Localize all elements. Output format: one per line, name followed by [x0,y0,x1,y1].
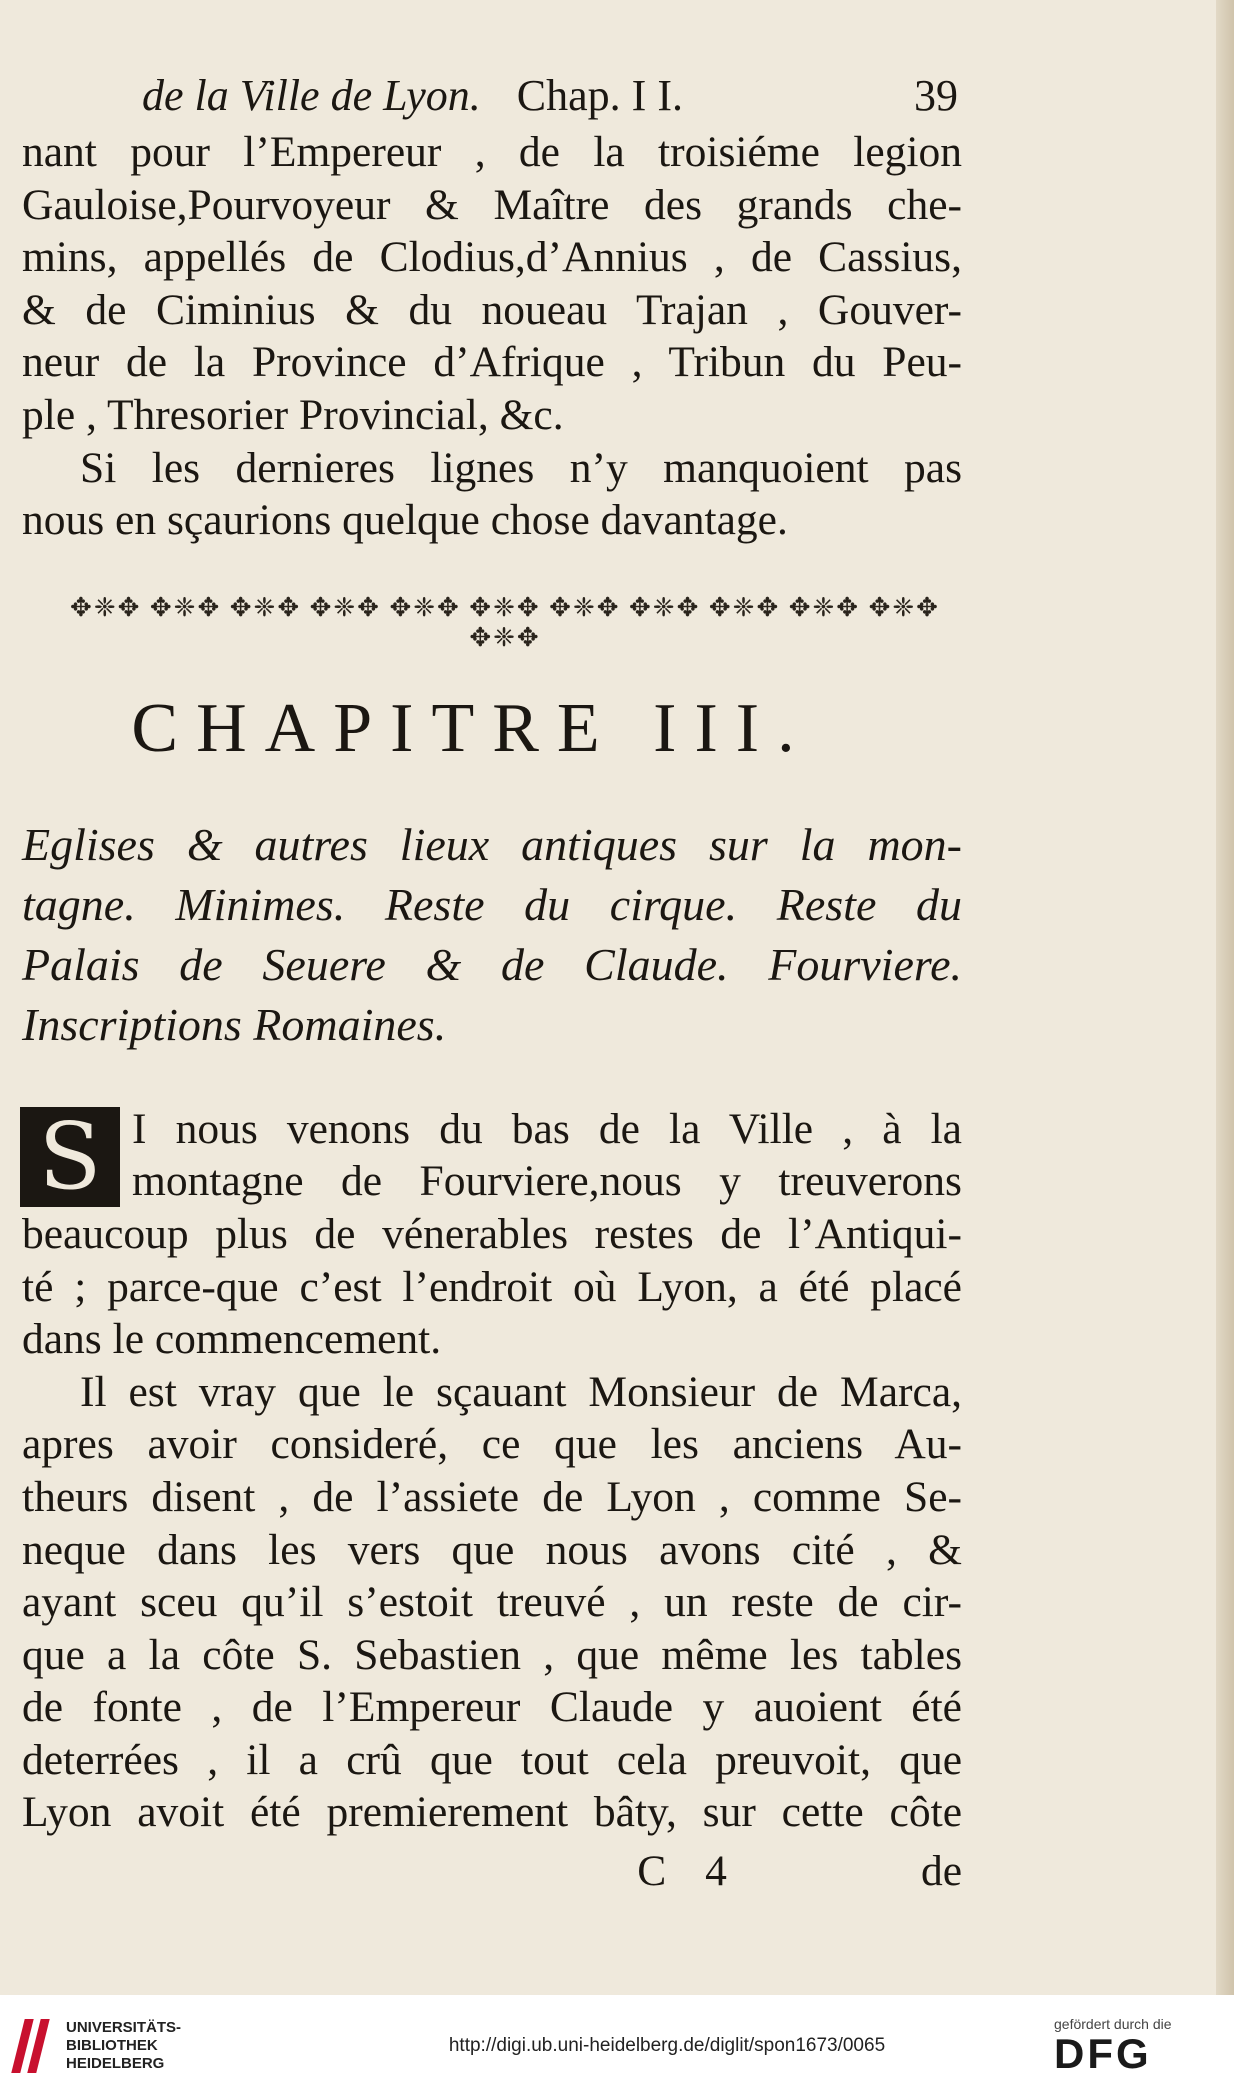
sponsor-caption: gefördert durch die [1054,2015,1172,2032]
chapter-title: CHAPITRE III. [131,689,813,767]
text-line: neque dans les vers que nous avons cité , & [22,1525,962,1574]
paragraph-continued [22,126,962,442]
text-line: theurs disent , de l’assiete de Lyon , comme Se- [22,1472,962,1521]
text-line: Lyon avoit été premierement bâty, sur cette côte [22,1788,962,1837]
sponsor-logo[interactable] [1054,2016,1214,2076]
text-line: de fonte , de l’Empereur Claude y auoient été [22,1683,962,1732]
summary-line: Inscriptions Romaines. [22,998,447,1050]
library-mark-icon [10,2019,52,2073]
text-line: deterrées , il a crû que tout cela preuvoit, que [22,1735,962,1784]
catchword: de [920,1847,962,1896]
summary-line: tagne. Minimes. Reste du cirque. Reste du [22,878,962,930]
ornamental-rule: ✥❈✥ ✥❈✥ ✥❈✥ ✥❈✥ ✥❈✥ ✥❈✥ ✥❈✥ ✥❈✥ ✥❈✥ ✥❈✥ ✥❈✥ ✥❈✥ [70,592,940,652]
paragraph-marca [22,1366,962,1839]
paragraph-remark [22,442,962,547]
text-line: & de Ciminius & du noueau Trajan , Gouver- [22,285,962,334]
dfg-logo: DFG [1054,2029,1152,2077]
text-line: nous en sçaurions quelque chose davantage. [22,496,788,545]
permalink-url[interactable]: http://digi.ub.uni-heidelberg.de/diglit/spon1673/0065 [448,2034,886,2056]
text-line: dans le commencement. [22,1315,442,1364]
drop-cap: S [20,1107,120,1207]
viewer-footer [0,1995,1234,2096]
library-name [66,2019,181,2073]
text-line: Si les dernieres lignes n’y manquoient pas [80,443,962,492]
chapter-summary [22,815,962,1055]
summary-line: Palais de Seuere & de Claude. Fourviere. [22,938,962,990]
text-line: Gauloise,Pourvoyeur & Maître des grands che- [22,180,962,229]
text-line: I nous venons du bas de la Ville , à la [132,1104,962,1153]
signature-mark: C 4 [637,1847,741,1896]
text-line: nant pour l’Empereur , de la troisiéme legion [22,128,962,176]
summary-line: Eglises & autres lieux antiques sur la mon- [22,818,962,870]
paragraph-opening [22,1103,962,1366]
library-line: BIBLIOTHEK [66,2036,158,2054]
running-head [22,70,962,126]
library-line: UNIVERSITÄTS- [66,2018,182,2036]
running-head-title: de la Ville de Lyon. [142,71,481,120]
library-line: HEIDELBERG [66,2054,165,2072]
running-head-chapter: Chap. I I. [516,71,683,120]
text-line: apres avoir consideré, ce que les anciens Au- [22,1420,962,1469]
text-line: beaucoup plus de vénerables restes de l’Antiqui- [22,1209,962,1258]
text-line: Il est vray que le sçauant Monsieur de Marca, [80,1367,962,1416]
text-line: montagne de Fourviere,nous y treuverons [132,1157,962,1206]
text-line: té ; parce-que c’est l’endroit où Lyon, a été placé [22,1262,962,1311]
page-text [22,70,962,1901]
page-number: 39 [914,71,958,120]
page-foot [22,1845,962,1901]
page-gutter [1216,0,1234,1995]
text-line: ayant sceu qu’il s’estoit treuvé , un reste de cir- [22,1578,962,1627]
text-line: que a la côte S. Sebastien , que même les tables [22,1630,962,1679]
library-logo[interactable] [10,2019,340,2073]
text-line: mins, appellés de Clodius,d’Annius , de Cassius, [22,233,962,282]
text-line: ple , Thresorier Provincial, &c. [22,390,564,439]
text-line: neur de la Province d’Afrique , Tribun du Peu- [22,338,962,387]
